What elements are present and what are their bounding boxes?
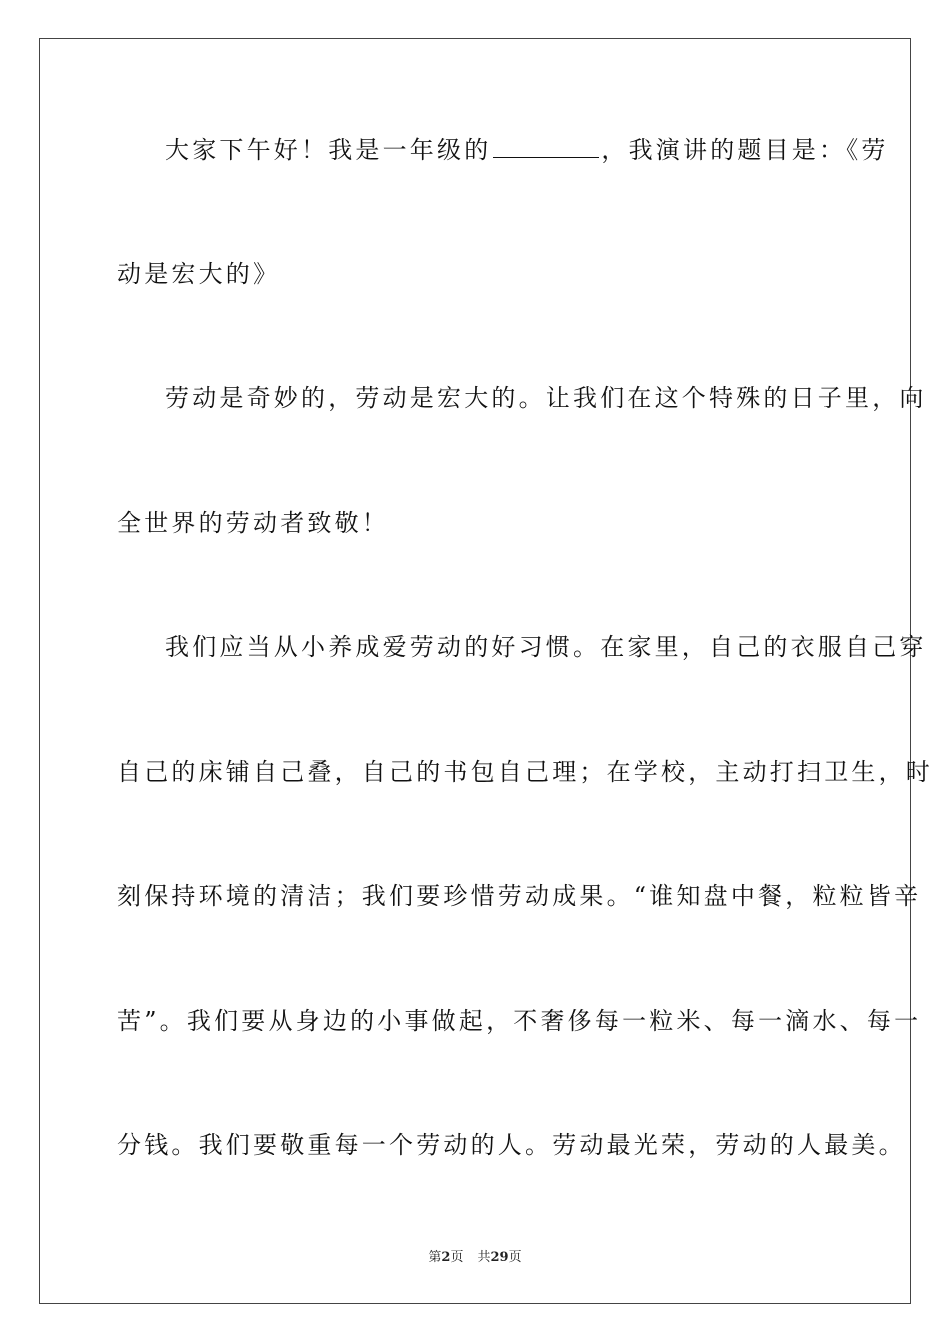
paragraph-3-line-1: 我们应当从小养成爱劳动的好习惯。在家里，自己的衣服自己穿	[165, 633, 927, 661]
greeting-text: 大家下午好！我是一年级的	[165, 136, 492, 164]
paragraph-3-line-2: 自己的床铺自己叠，自己的书包自己理；在学校，主动打扫卫生，时	[117, 758, 933, 786]
paragraph-2-line-1: 劳动是奇妙的，劳动是宏大的。让我们在这个特殊的日子里，向	[165, 384, 927, 412]
paragraph-3-line-3: 刻保持环境的清洁；我们要珍惜劳动成果。“谁知盘中餐，粒粒皆辛	[117, 882, 922, 910]
page-suffix: 页	[450, 1250, 464, 1265]
page-footer	[0, 1246, 950, 1265]
paragraph-3-line-5: 分钱。我们要敬重每一个劳动的人。劳动最光荣，劳动的人最美。	[117, 1131, 906, 1159]
total-suffix: 页	[508, 1250, 522, 1265]
paragraph-1-line-1	[165, 135, 889, 165]
paragraph-2-line-2: 全世界的劳动者致敬！	[117, 509, 389, 537]
page-border	[39, 38, 911, 1304]
paragraph-3-line-4: 苦”。我们要从身边的小事做起，不奢侈每一粒米、每一滴水、每一	[117, 1007, 922, 1035]
page-number: 2	[441, 1250, 451, 1265]
total-pages: 29	[490, 1250, 509, 1265]
paragraph-1-line-2: 动是宏大的》	[117, 260, 281, 288]
title-intro-text: ，我演讲的题目是：《劳	[601, 136, 889, 164]
name-blank	[493, 137, 599, 158]
total-prefix: 共	[477, 1250, 491, 1265]
page-prefix: 第	[428, 1250, 442, 1265]
